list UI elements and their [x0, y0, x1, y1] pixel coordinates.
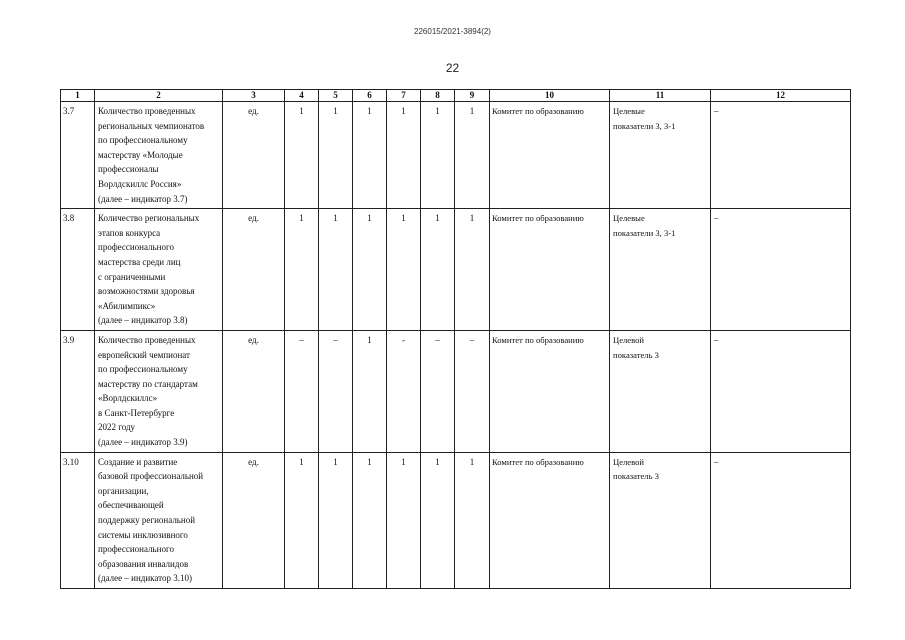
value-cell: 1 — [319, 102, 353, 209]
value-cell: 1 — [421, 209, 455, 331]
committee-cell: Комитет по образованию — [490, 209, 610, 331]
note-cell: – — [711, 330, 851, 452]
column-header: 3 — [223, 90, 285, 102]
value-cell: 1 — [455, 102, 490, 209]
indicator-name: Количество региональных этапов конкурса профессионального мастерства среди лиц с ограниченными возможностями здоровья «Абилимпикс» (далее – индикатор 3.8) — [95, 209, 223, 331]
column-header: 7 — [387, 90, 421, 102]
value-cell: 1 — [285, 452, 319, 588]
value-cell: 1 — [353, 209, 387, 331]
column-header: 4 — [285, 90, 319, 102]
column-header: 10 — [490, 90, 610, 102]
unit-cell: ед. — [223, 209, 285, 331]
value-cell: 1 — [285, 102, 319, 209]
column-header: 1 — [61, 90, 95, 102]
target-indicators-cell: Целевой показатель 3 — [610, 452, 711, 588]
target-indicators-cell: Целевые показатели 3, 3-1 — [610, 102, 711, 209]
table-row — [61, 209, 851, 331]
value-cell: 1 — [353, 452, 387, 588]
note-cell: – — [711, 209, 851, 331]
unit-cell: ед. — [223, 452, 285, 588]
column-header: 9 — [455, 90, 490, 102]
table-row — [61, 452, 851, 588]
value-cell: 1 — [421, 452, 455, 588]
indicator-table — [60, 89, 851, 589]
table-header-row — [61, 90, 851, 102]
column-header: 6 — [353, 90, 387, 102]
column-header: 8 — [421, 90, 455, 102]
target-indicators-cell: Целевые показатели 3, 3-1 — [610, 209, 711, 331]
value-cell: – — [319, 330, 353, 452]
target-indicators-cell: Целевой показатель 3 — [610, 330, 711, 452]
indicator-name: Количество проведенных европейский чемпионат по профессиональному мастерству по стандартам «Ворлдскиллс» в Санкт-Петербурге 2022 году (далее – индикатор 3.9) — [95, 330, 223, 452]
column-header: 5 — [319, 90, 353, 102]
column-header: 2 — [95, 90, 223, 102]
row-number: 3.7 — [61, 102, 95, 209]
value-cell: 1 — [387, 102, 421, 209]
value-cell: – — [421, 330, 455, 452]
indicator-name: Создание и развитие базовой профессиональной организации, обеспечивающей поддержку региональной системы инклюзивного профессионального образования инвалидов (далее – индикатор 3.10) — [95, 452, 223, 588]
table-row — [61, 102, 851, 209]
note-cell: – — [711, 452, 851, 588]
value-cell: 1 — [285, 209, 319, 331]
value-cell: 1 — [353, 102, 387, 209]
page-number: 22 — [445, 61, 460, 75]
value-cell: - — [387, 330, 421, 452]
column-header: 11 — [610, 90, 711, 102]
committee-cell: Комитет по образованию — [490, 330, 610, 452]
value-cell: – — [455, 330, 490, 452]
value-cell: 1 — [455, 452, 490, 588]
document-id: 226015/2021-3894(2) — [414, 27, 491, 36]
table-row — [61, 330, 851, 452]
row-number: 3.8 — [61, 209, 95, 331]
unit-cell: ед. — [223, 102, 285, 209]
value-cell: 1 — [353, 330, 387, 452]
committee-cell: Комитет по образованию — [490, 102, 610, 209]
value-cell: 1 — [319, 209, 353, 331]
row-number: 3.9 — [61, 330, 95, 452]
value-cell: 1 — [387, 452, 421, 588]
value-cell: 1 — [455, 209, 490, 331]
column-header: 12 — [711, 90, 851, 102]
value-cell: 1 — [387, 209, 421, 331]
note-cell: – — [711, 102, 851, 209]
value-cell: 1 — [421, 102, 455, 209]
unit-cell: ед. — [223, 330, 285, 452]
row-number: 3.10 — [61, 452, 95, 588]
committee-cell: Комитет по образованию — [490, 452, 610, 588]
indicator-name: Количество проведенных региональных чемпионатов по профессиональному мастерству «Молодые профессионалы Ворлдскиллс Россия» (далее – индикатор 3.7) — [95, 102, 223, 209]
value-cell: – — [285, 330, 319, 452]
value-cell: 1 — [319, 452, 353, 588]
